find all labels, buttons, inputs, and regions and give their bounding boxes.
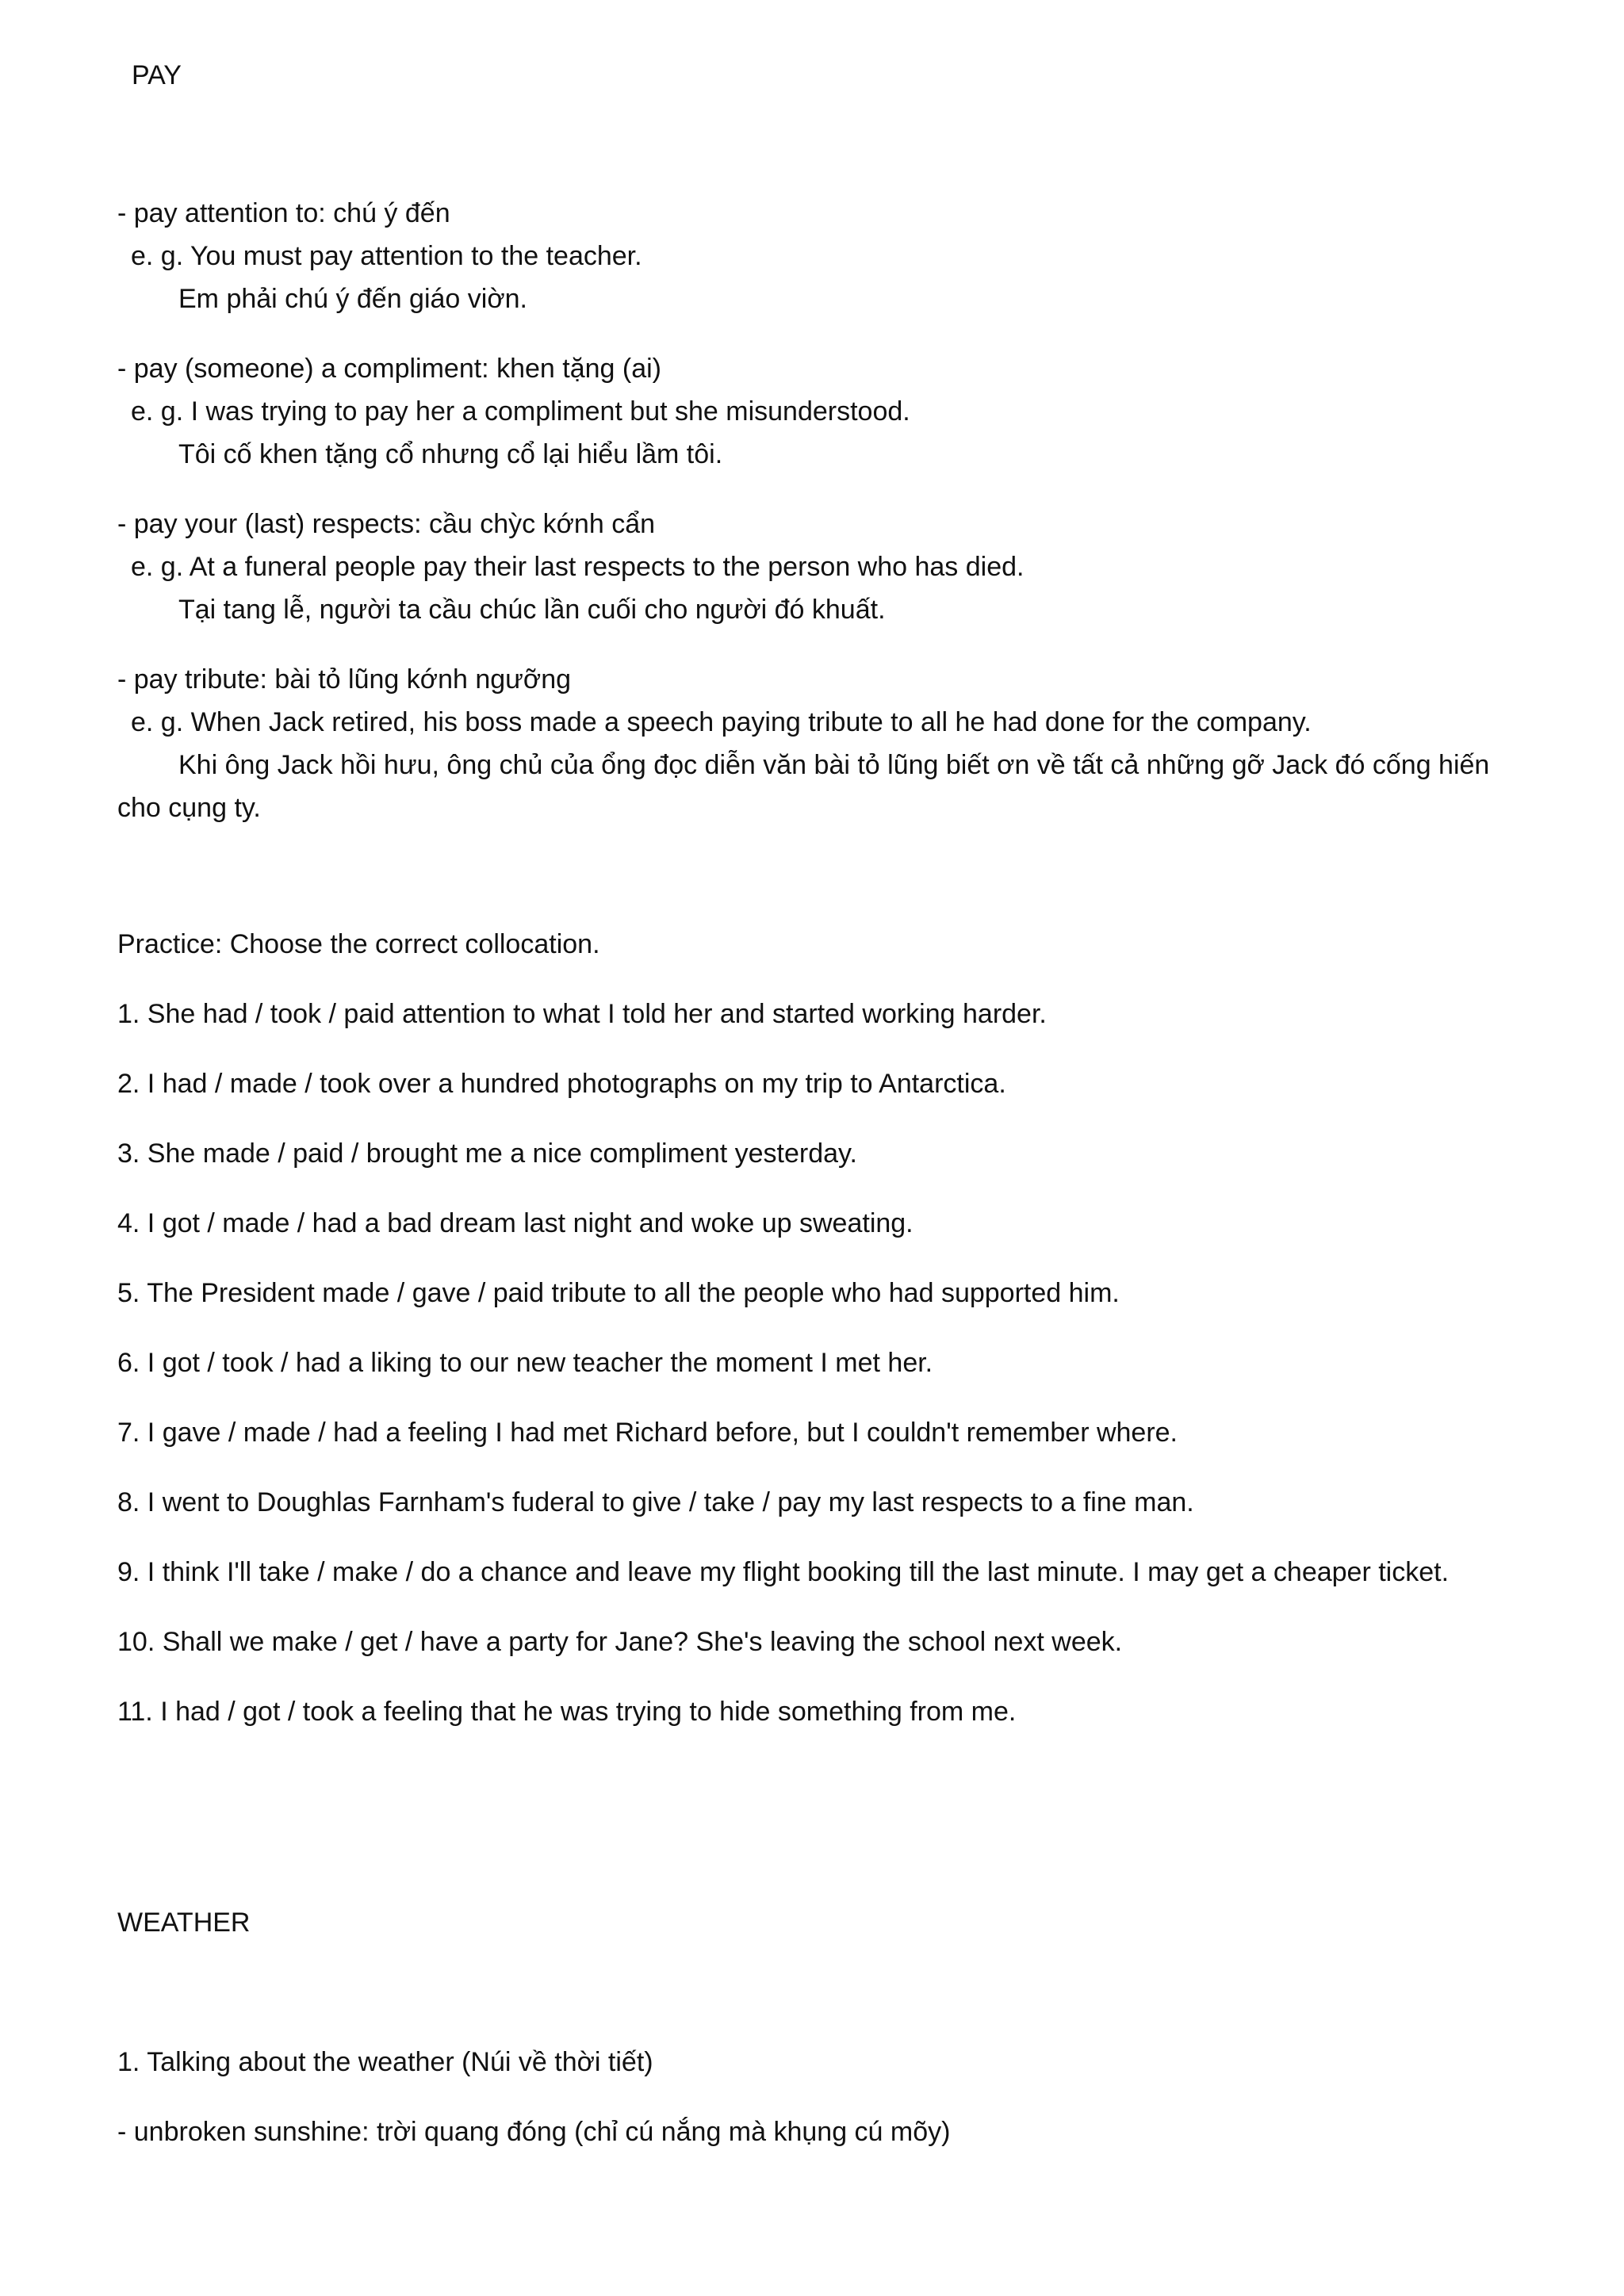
practice-heading: Practice: Choose the correct collocation. [117, 929, 600, 959]
practice-item: 10. Shall we make / get / have a party for Jane? She's leaving the school next week. [117, 1627, 1123, 1657]
practice-section [117, 923, 1545, 1760]
pay-entries [117, 192, 1513, 856]
practice-item: 1. She had / took / paid attention to what I told her and started working harder. [117, 999, 1047, 1029]
collocation-phrase: - pay tribute: bài tỏ lũng kớnh ngưỡng [117, 664, 572, 695]
practice-item: 8. I went to Doughlas Farnham's fuderal to give / take / pay my last respects to a fine man. [117, 1487, 1194, 1517]
section-title-pay: PAY [132, 60, 182, 90]
example-vietnamese: Khi ông Jack hồi hưu, ông chủ của ổng đọc diễn văn bài tỏ lũng biết ơn về tất cả những gỡ Jack đó cống hiến cho cụng ty. [117, 750, 1490, 823]
collocation-entry [117, 503, 1513, 631]
collocation-entry [117, 347, 1513, 476]
practice-item: 2. I had / made / took over a hundred photographs on my trip to Antarctica. [117, 1069, 1006, 1099]
weather-section [117, 2041, 1513, 2180]
weather-entry: - unbroken sunshine: trời quang đóng (chỉ cú nắng mà khụng cú mõy) [117, 2117, 951, 2147]
collocation-entry [117, 192, 1513, 320]
practice-item: 9. I think I'll take / make / do a chance and leave my flight booking till the last minute. I may get a cheaper ticket. [117, 1557, 1450, 1587]
practice-item: 7. I gave / made / had a feeling I had met Richard before, but I couldn't remember where. [117, 1418, 1178, 1448]
example-vietnamese: Em phải chú ý đến giáo viờn. [178, 284, 527, 314]
example-vietnamese: Tôi cố khen tặng cổ nhưng cổ lại hiểu lầm tôi. [178, 439, 723, 469]
practice-item: 11. I had / got / took a feeling that he was trying to hide something from me. [117, 1697, 1017, 1727]
collocation-phrase: - pay (someone) a compliment: khen tặng (ai) [117, 354, 661, 384]
example-english: e. g. At a funeral people pay their last respects to the person who has died. [131, 552, 1025, 582]
practice-item: 4. I got / made / had a bad dream last night and woke up sweating. [117, 1208, 914, 1238]
example-english: e. g. I was trying to pay her a compliment but she misunderstood. [131, 396, 910, 427]
practice-item: 3. She made / paid / brought me a nice compliment yesterday. [117, 1138, 857, 1169]
section-title-weather: WEATHER [117, 1908, 251, 1938]
collocation-phrase: - pay your (last) respects: cầu chỳc kớnh cẩn [117, 509, 656, 539]
practice-item: 5. The President made / gave / paid tribute to all the people who had supported him. [117, 1278, 1120, 1308]
example-english: e. g. You must pay attention to the teacher. [131, 241, 642, 271]
practice-item: 6. I got / took / had a liking to our new teacher the moment I met her. [117, 1348, 933, 1378]
practice-list [117, 993, 1545, 1733]
collocation-phrase: - pay attention to: chú ý đến [117, 198, 450, 228]
example-english: e. g. When Jack retired, his boss made a speech paying tribute to all he had done for the company. [131, 707, 1312, 737]
collocation-entry [117, 658, 1513, 829]
weather-subheading: 1. Talking about the weather (Núi về thời tiết) [117, 2047, 653, 2077]
example-vietnamese: Tại tang lễ, người ta cầu chúc lần cuối cho người đó khuất. [178, 595, 886, 625]
